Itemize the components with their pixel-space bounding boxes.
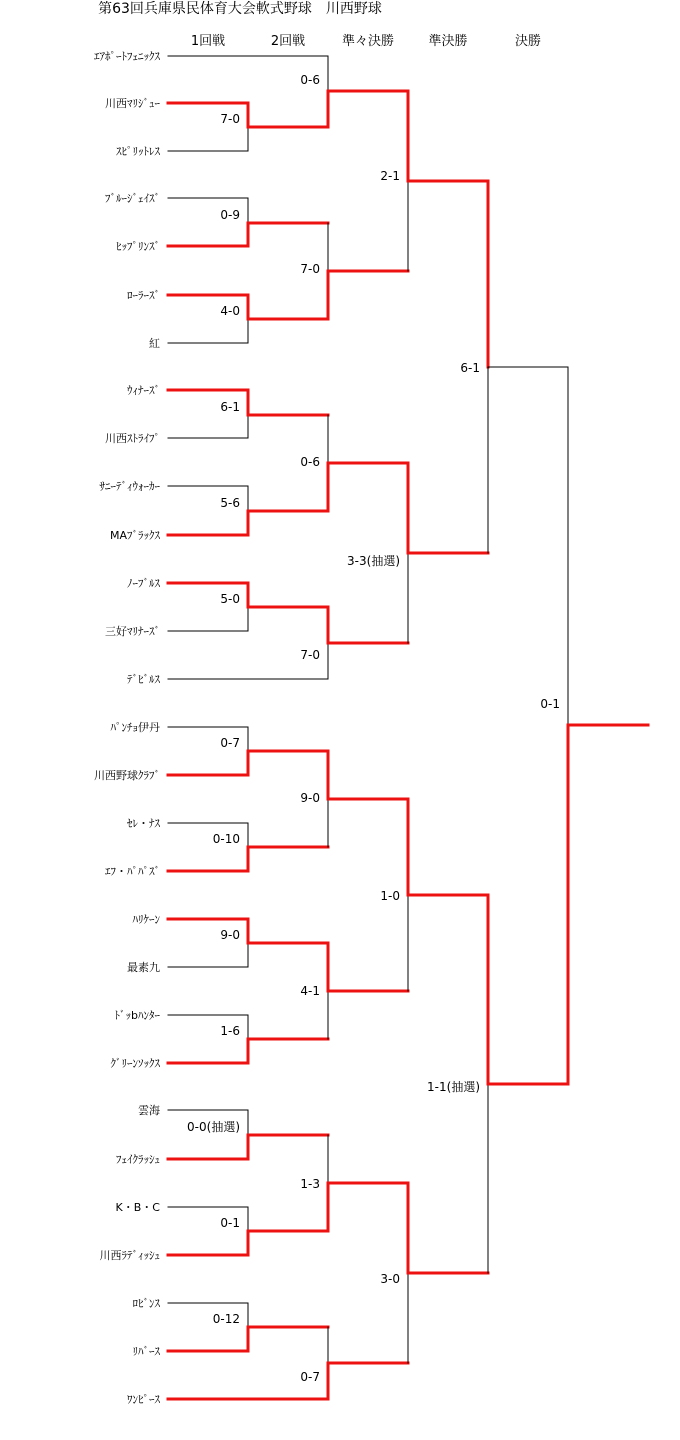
team-name: ﾜﾝﾋﾟｰｽ [127, 1393, 160, 1406]
team-name: 川西ﾏﾘｼﾞｭｰ [105, 97, 160, 110]
round-header-sf: 準決勝 [428, 34, 468, 49]
team-name: 最素九 [127, 961, 160, 974]
team-name: MAﾌﾞﾗｯｸｽ [109, 529, 160, 542]
quarterfinal-score: 3-3(抽選) [347, 554, 400, 568]
team-name: 紅 [149, 337, 160, 350]
team-name: ﾌﾞﾙｰｼﾞｪｲｽﾞ [105, 192, 160, 205]
team-name: ﾌｪｲｸﾗｯｼｭ [116, 1153, 160, 1166]
round1-score: 5-0 [220, 592, 240, 606]
bracket-title: 第63回兵庫県民体育大会軟式野球 川西野球 [98, 1, 382, 17]
team-name: ﾋｯﾌﾟﾘﾝｽﾞ [116, 240, 160, 253]
round-headers [191, 33, 541, 49]
team-name: 川西ﾗﾃﾞｨｯｼｭ [99, 1249, 160, 1262]
semifinal-score: 6-1 [460, 361, 480, 375]
round1-score: 0-10 [212, 832, 240, 846]
round2-score: 1-3 [300, 1177, 320, 1191]
round1-score: 0-12 [212, 1312, 240, 1326]
team-name: 川西ｽﾄﾗｲﾌﾟ [105, 432, 160, 445]
round-header-1: 1回戦 [190, 34, 226, 49]
team-name: ｴｱﾎﾟｰﾄﾌｪﾆｯｸｽ [94, 50, 160, 63]
team-name: ﾛｰﾗｰｽﾞ [127, 289, 160, 302]
round1-score: 7-0 [220, 112, 240, 126]
round1-score: 9-0 [220, 928, 240, 942]
team-name: 雲海 [138, 1104, 160, 1117]
team-name: 三好ﾏﾘﾅｰｽﾞ [105, 625, 160, 638]
team-name: ﾉｰﾌﾞﾙｽ [127, 577, 160, 590]
team-name: ｽﾋﾟﾘｯﾄﾚｽ [116, 145, 160, 158]
round2-score: 7-0 [300, 262, 320, 276]
round2-score: 0-7 [300, 1370, 320, 1384]
final-score: 0-1 [540, 697, 560, 711]
round-header-final: 決勝 [514, 34, 542, 49]
round1-score: 0-7 [220, 736, 240, 750]
team-name: ﾊﾟﾝﾁｮ伊丹 [110, 721, 160, 734]
bracket-lines [168, 56, 648, 1399]
quarterfinal-score: 2-1 [380, 169, 400, 183]
round1-score: 6-1 [220, 400, 240, 414]
team-name: K・B・C [115, 1201, 160, 1214]
semifinal-score: 1-1(抽選) [427, 1080, 480, 1094]
quarterfinal-score: 3-0 [380, 1272, 400, 1286]
team-name: ﾛﾋﾞﾝｽ [132, 1297, 160, 1310]
team-name: ｻﾆｰﾃﾞｨｳｫｰｶｰ [99, 480, 160, 493]
quarterfinal-score: 1-0 [380, 889, 400, 903]
round1-score: 0-0(抽選) [187, 1120, 240, 1134]
round1-score: 1-6 [220, 1024, 240, 1038]
round-header-2: 2回戦 [270, 34, 306, 49]
round2-score: 4-1 [300, 984, 320, 998]
round1-score: 0-1 [220, 1216, 240, 1230]
team-name: ｾﾚ・ﾅｽ [127, 817, 160, 830]
team-name: ﾘﾊﾞｰｽ [132, 1345, 160, 1358]
team-name: 川西野球ｸﾗﾌﾞ [94, 769, 160, 782]
team-labels [94, 50, 160, 1406]
team-name: ｳｨﾅｰｽﾞ [127, 384, 160, 397]
team-name: ﾊﾘｹｰﾝ [132, 913, 160, 926]
round1-score: 0-9 [220, 208, 240, 222]
round2-score: 0-6 [300, 73, 320, 87]
team-name: ｴﾌ・ﾊﾟﾊﾟｽﾞ [105, 865, 160, 878]
round2-score: 0-6 [300, 455, 320, 469]
team-name: ﾃﾞﾋﾞﾙｽ [127, 673, 160, 686]
round2-score: 9-0 [300, 791, 320, 805]
round2-score: 7-0 [300, 648, 320, 662]
team-name: ｸﾞﾘｰﾝｿｯｸｽ [110, 1057, 160, 1070]
round-header-qf: 準々決勝 [341, 34, 395, 49]
team-name: ﾄﾞｯbﾊﾝﾀｰ [114, 1009, 160, 1022]
round1-score: 5-6 [220, 496, 240, 510]
round1-score: 4-0 [220, 304, 240, 318]
